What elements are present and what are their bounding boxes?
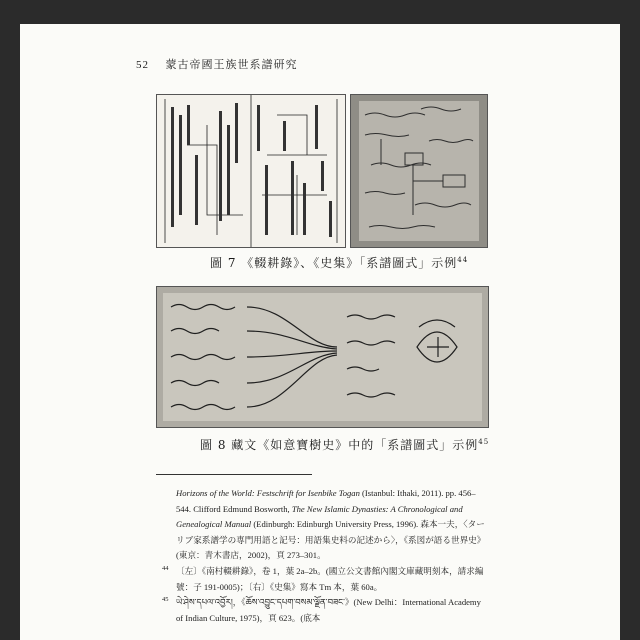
tibetan-genealogy-image [156, 286, 489, 428]
footnote-title-italic-2: The New Islamic Dynasties: A Chronological and Genealogical Manual [176, 503, 463, 530]
footnote-text-2: (Edinburgh: Edinburgh University Press, 1996). 森本一夫，〈ターリブ家系譜学の専門用語と記号：用語集史料の記述から〉，《系図が語る世界史》(東京：青木書店，2002)，頁 273–301。 [176, 519, 486, 561]
footnote-45 [162, 595, 488, 626]
footnotes [162, 486, 488, 626]
footnote-44-text: 〔左〕《南村輟耕錄》，卷 1，葉 2a–2b。(國立公文書館內閣文庫藏明刻本，請求編號：子 191-0005)；〔右〕《史集》寫本 Tm 本，葉 60a。 [176, 565, 484, 592]
figure-8-caption-text: 圖 8 藏文《如意寶樹史》中的「系譜圖式」示例 [200, 438, 479, 452]
book-title: 蒙古帝國王族世系譜研究 [165, 58, 298, 71]
footnote-45-mark: 45 [162, 596, 169, 604]
footnote-text: (Istanbul: Ithaki, 2011). pp. 456–544. Clifford Edmund Bosworth, [176, 488, 476, 514]
figure-8-caption [200, 436, 489, 453]
figure-7-footnote-ref: 44 [457, 256, 469, 264]
figure-8-footnote-ref: 45 [478, 438, 490, 446]
figure-7-caption-text: 圖 7 《輟耕錄》、《史集》「系譜圖式」示例 [210, 256, 458, 270]
page-number: 52 [136, 59, 149, 71]
footnote-45-tibetan: ཡེ་ཤེས་དཔལ་འབྱོར། [176, 597, 233, 608]
footnote-title-italic: Horizons of the World: Festschrift for Isenbike Togan [176, 488, 360, 498]
persian-manuscript-image [350, 94, 488, 248]
footnote-44-mark: 44 [162, 564, 169, 572]
running-head [136, 56, 298, 72]
footnote-44 [162, 564, 488, 595]
footnote-continuation [176, 486, 488, 564]
footnote-divider [156, 474, 312, 475]
figure-7-caption [210, 254, 468, 271]
footnote-45-text-2: International Academy of Indian Culture, 1975)，頁 623。(底本 [176, 597, 481, 623]
footnote-45-text: ，《ཆོས་འབྱུང་དཔག་བསམ་ལྗོན་བཟང་》(New Delhi： [232, 597, 403, 608]
chinese-genealogy-image [156, 94, 346, 248]
